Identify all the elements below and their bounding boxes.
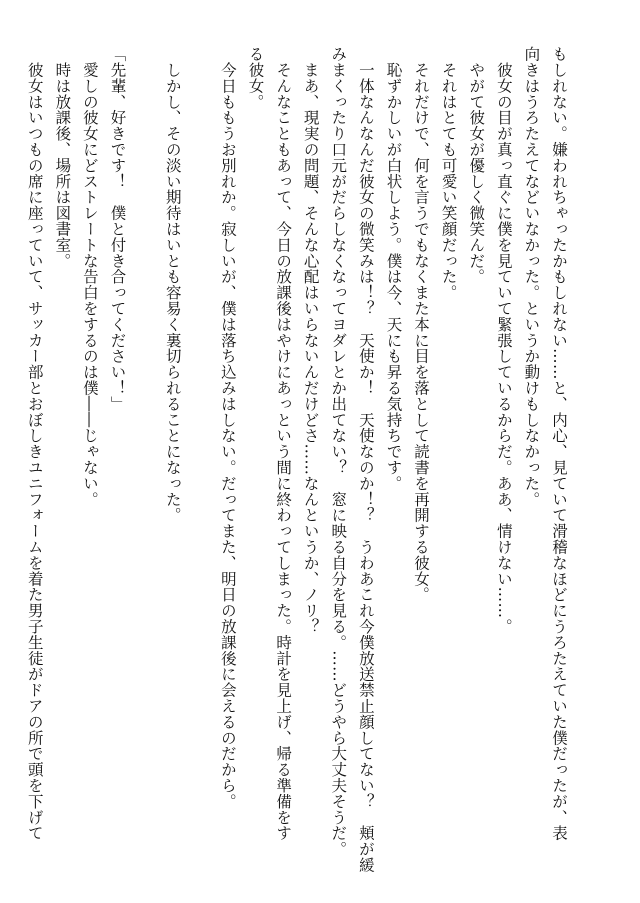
text-line: それはとても可愛い笑顔だった。 [439, 46, 458, 301]
text-line: しかし、その淡い期待はいとも容易く裏切られることになった。 [163, 46, 182, 523]
text-line: 今日ももうお別れか。寂しいが、僕は落ち込みはしない。だってまた、明日の放課後に会えるのだから。 [218, 46, 237, 810]
text-line: 恥ずかしいが白状しよう。僕は今、天にも昇る気持ちです。 [384, 46, 403, 492]
text-line: 一体なんなんだ彼女の微笑みは！？ 天使か！ 天使なのか！？ うわあこれ今僕放送禁止顔してない？ 頬が緩 [356, 46, 375, 873]
text-line: 彼女の目が真っ直ぐに僕を見ていて緊張しているからだ。ああ、情けない……。 [494, 46, 513, 635]
text-line: 時は放課後、場所は図書室。 [53, 46, 72, 269]
text-line: 愛しの彼女にどストレートな告白をするのは僕――じゃない。 [80, 46, 99, 508]
text-line: それだけで、何を言うでもなくまた本に目を落として読書を再開する彼女。 [412, 46, 431, 603]
text-line: みまくったり口元がだらしなくなってヨダレとか出てない？ 窓に映る自分を見る。……どうやら大丈夫そうだ。 [329, 46, 348, 857]
text-line: やがて彼女が優しく微笑んだ。 [467, 46, 486, 285]
text-line: 彼女はいつもの席に座っていて、サッカー部とおぼしきユニフォームを着た男子生徒がドアの所で頭を下げて [25, 46, 44, 841]
text-line: そんなこともあって、今日の放課後はやけにあっという間に終わってしまった。時計を見上げ、帰る準備をす [274, 46, 293, 841]
body-text [25, 46, 572, 873]
text-line: る彼女。 [246, 46, 265, 110]
text-line: 向きはうろたえてなどいなかった。というか動けもしなかった。 [522, 46, 541, 508]
text-line: もしれない。嫌われちゃったかもしれない……と、内心、見ていて滑稽なほどにうろたえていた僕だったが、表 [550, 46, 568, 841]
text-line: 「先輩、好きです！ 僕と付き合ってください！」 [108, 46, 127, 412]
text-line: まあ、現実の問題、そんな心配はいらないんだけどさ……なんというか、ノリ？ [301, 46, 320, 635]
